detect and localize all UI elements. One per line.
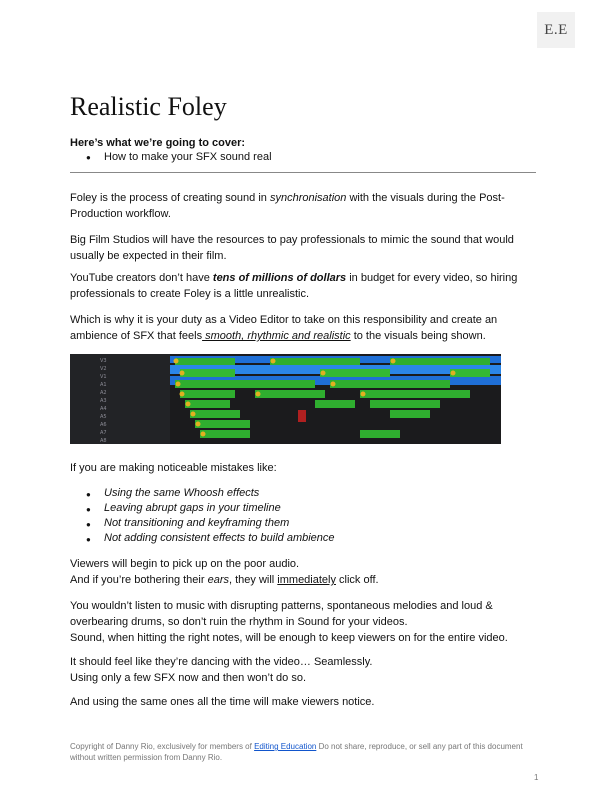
track-label: A8 <box>100 438 107 444</box>
audio-clip <box>410 390 470 398</box>
audio-clip <box>320 369 390 377</box>
track-label: A3 <box>100 398 107 404</box>
paragraph-poor-audio: Viewers will begin to pick up on the poor audio. And if you’re bothering their ears, they will immediately click off. <box>70 558 379 586</box>
audio-clip <box>175 358 235 365</box>
audio-clip <box>175 380 315 388</box>
page-title: Realistic Foley <box>70 92 227 121</box>
track-label: A1 <box>100 382 107 388</box>
audio-clip <box>270 358 360 365</box>
cover-heading: Here’s what we’re going to cover: <box>70 137 246 149</box>
track-label: A6 <box>100 422 107 428</box>
track-label: A4 <box>100 406 107 412</box>
audio-clip <box>390 358 490 365</box>
track-label: A5 <box>100 414 107 420</box>
mistakes-intro: If you are making noticeable mistakes like: <box>70 462 277 474</box>
paragraph-dancing: It should feel like they’re dancing with the video… Seamlessly. Using only a few SFX now and then won’t do so. <box>70 656 373 684</box>
audio-clip <box>255 390 325 398</box>
logo: E.E <box>537 12 575 48</box>
list-item: ● Not adding consistent effects to build ambience <box>86 531 335 546</box>
list-item: ● Not transitioning and keyframing them <box>86 516 335 531</box>
audio-clip <box>390 410 430 418</box>
paragraph-same-sfx: And using the same ones all the time will make viewers notice. <box>70 696 375 708</box>
audio-clip <box>400 400 440 408</box>
paragraph-foley-definition: Foley is the process of creating sound in synchronisation with the visuals during the Post-Production workflow. <box>70 192 505 220</box>
audio-clip <box>370 400 400 408</box>
audio-clip <box>180 390 235 398</box>
divider <box>70 172 536 173</box>
audio-clip <box>200 430 250 438</box>
track-label: V1 <box>100 374 107 380</box>
track-label: A2 <box>100 390 107 396</box>
list-item: ● Leaving abrupt gaps in your timeline <box>86 501 335 516</box>
audio-clip <box>180 369 235 377</box>
editing-education-link[interactable]: Editing Education <box>254 742 317 751</box>
audio-clip <box>195 420 250 428</box>
audio-clip <box>185 400 230 408</box>
track-label: V3 <box>100 358 107 364</box>
copyright-footer: Copyright of Danny Rio, exclusively for members of Editing Education Do not share, reproduce, or sell any part of this document without written permission from Danny Rio. <box>70 742 523 762</box>
paragraph-film-studios: Big Film Studios will have the resources to pay professionals to mimic the sound that would usually be expected in their film. <box>70 234 514 262</box>
timeline-screenshot <box>70 354 501 444</box>
cover-list <box>86 151 272 163</box>
paragraph-music-rhythm: You wouldn’t listen to music with disrupting patterns, spontaneous melodies and loud & overbearing drums, so don’t ruin the rhythm in Sound for your videos. Sound, when hitting the right notes, will be enough to keep viewers on for the entire video. <box>70 600 508 644</box>
track-label: V2 <box>100 366 107 372</box>
cover-item: ● How to make your SFX sound real <box>86 151 272 163</box>
audio-clip <box>450 369 490 377</box>
paragraph-youtube-budget: YouTube creators don’t have tens of millions of dollars in budget for every video, so hiring professionals to create Foley is a little unrealistic. <box>70 272 518 300</box>
audio-clip <box>330 380 450 388</box>
audio-clip <box>315 400 355 408</box>
timeline-graphic <box>70 354 501 444</box>
track-label: A7 <box>100 430 107 436</box>
clip-marker <box>298 410 306 422</box>
audio-clip <box>190 410 240 418</box>
paragraph-editor-duty: Which is why it is your duty as a Video Editor to take on this responsibility and create an ambience of SFX that feels smooth, rhythmic and realistic to the visuals being shown. <box>70 314 498 342</box>
audio-clip <box>360 430 400 438</box>
page-number: 1 <box>534 773 539 782</box>
mistakes-list <box>86 486 335 546</box>
list-item: ● Using the same Whoosh effects <box>86 486 335 501</box>
